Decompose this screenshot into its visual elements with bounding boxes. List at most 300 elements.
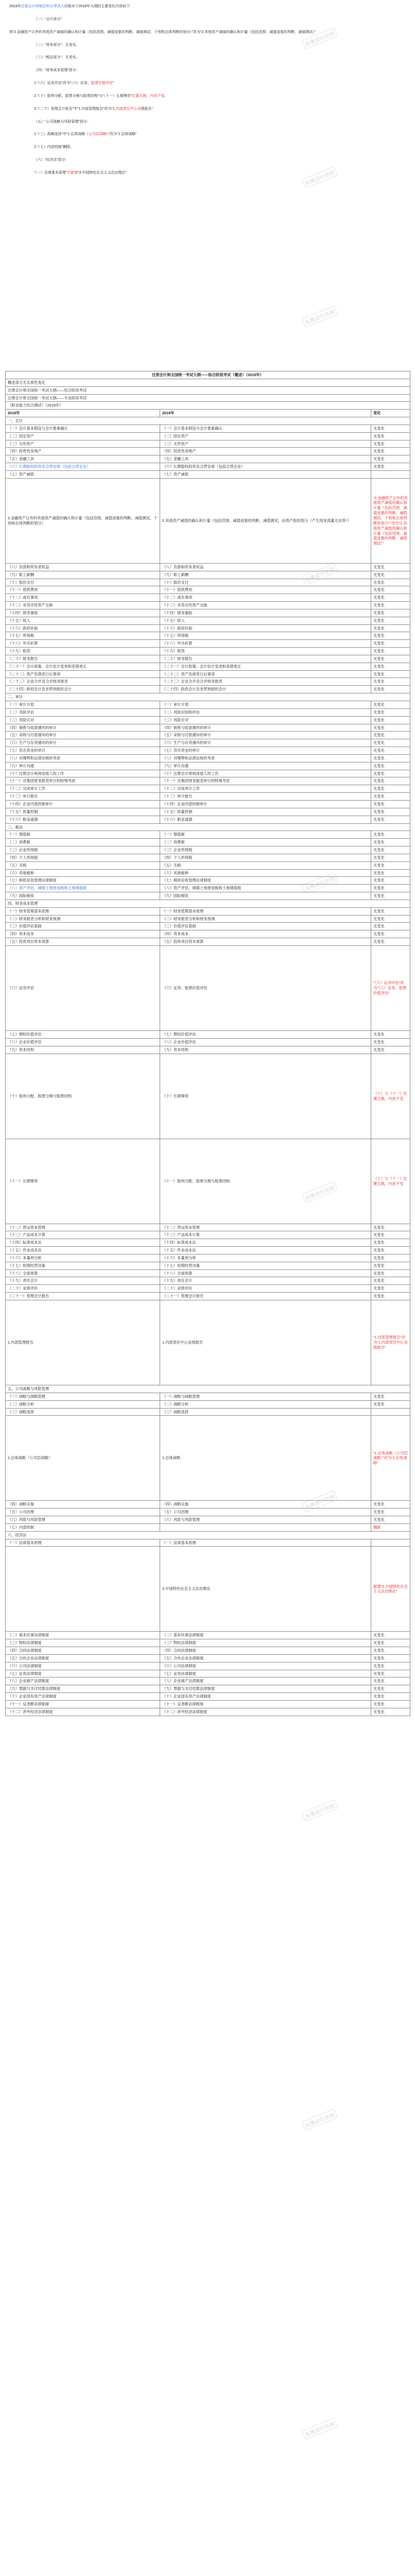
cell-2019: （一）战略与战略管理: [160, 1393, 371, 1400]
cell-2018: （二十）财务报告: [6, 655, 160, 663]
cell-2019: （四）销售与收款循环的审计: [160, 724, 371, 732]
cell-change: 无变化: [371, 854, 410, 861]
cell-2018: （十三）产品成本计算: [6, 1231, 160, 1239]
cell-2018: （十一）长期筹资: [6, 1139, 160, 1224]
cell-2018: （九）审计沟通: [6, 762, 160, 770]
cell-2018: （十五）收入: [6, 617, 160, 624]
cell-2019: （十一）反垄断法律制度: [160, 1701, 371, 1708]
cell-2019: （十四）标准成本法: [160, 1239, 371, 1247]
table-row: [6, 1224, 410, 1231]
table-row: [6, 463, 410, 471]
cell-2019: （四）投资性房地产: [160, 448, 371, 455]
cell-2018: （二）基本民事法律制度: [6, 1632, 160, 1639]
cell-2018: （五）投资项目资本预算: [6, 938, 160, 946]
column-header-change: 变化: [371, 410, 410, 417]
intro-paragraph: [9, 17, 406, 23]
table-row: [6, 1285, 410, 1293]
cell-change: 无变化: [371, 1254, 410, 1262]
cell-change: 无变化: [371, 861, 410, 869]
cell-change: 无变化: [371, 839, 410, 846]
cell-2018: 2.金融资产以外的其他资产减值的确认和计量（包括范围、减值迹象的判断、减值测试，个别和总体判断的划分）: [6, 478, 160, 563]
intro-text: 股票价值评估: [91, 81, 113, 86]
table-heading-2: 注册会计师全国统一考试大纲——综合阶段考试: [6, 386, 410, 394]
cell-change: 无变化: [371, 670, 410, 678]
cell-2019: （十二）完成审计工作: [160, 785, 371, 793]
cell-change: 无变化: [371, 1708, 410, 1716]
cell-change: 无变化: [371, 816, 410, 823]
cell-change: 无变化: [371, 609, 410, 617]
cell-change: [371, 470, 410, 478]
cell-change: 无变化: [371, 708, 410, 716]
cell-2019: （一）财务管理基本原理: [160, 907, 371, 915]
table-row: [6, 648, 410, 655]
cell-2018: （十七）短期经营决策: [6, 1262, 160, 1269]
table-row: [6, 816, 410, 823]
table-row: [6, 846, 410, 854]
cell-2019: （十五）质量控制: [160, 808, 371, 816]
cell-2019: （八）对舞弊和法律法规的考虑: [160, 754, 371, 762]
cell-2019: （二十）业绩评价: [160, 1285, 371, 1293]
cell-2019: （八）资产评估、城镇土地使用税和土地增值税: [160, 885, 371, 892]
cell-2019: （二）战略分析: [160, 1400, 371, 1408]
cell-change: 无变化: [371, 1693, 410, 1701]
table-row: [6, 1408, 410, 1416]
table-row: [6, 563, 410, 571]
cell-change: 无变化: [371, 640, 410, 648]
cell-2019: （二）消费税: [160, 839, 371, 846]
table-row: [6, 1654, 410, 1662]
cell-2018: （一）财务管理基本原理: [6, 907, 160, 915]
cell-2019: （十八）外币折算: [160, 640, 371, 648]
cell-2019: （十）注册会计师利用他人的工作: [160, 770, 371, 777]
cell-2019: （十五）收入: [160, 617, 371, 624]
intro-text: （三）“税法部分”：无变化。: [34, 56, 80, 60]
cell-change: [371, 1539, 410, 1547]
cell-2018: （十二）营运资本管理: [6, 1224, 160, 1231]
cell-2019: （二十一）会计政策、会计估计变更和差错更正: [160, 663, 371, 670]
cell-change: 无变化: [371, 1031, 410, 1039]
cell-change: 无变化: [371, 425, 410, 432]
cell-2019: 1.内部责任中心业绩报告: [160, 1300, 371, 1385]
cell-change: 无变化: [371, 915, 410, 923]
column-header-2018: 2018年: [6, 410, 160, 417]
cell-2018: 1.内部管理报告: [6, 1300, 160, 1385]
cell-2019: （十一）股利分配、股票分割与股票回购: [160, 1139, 371, 1224]
intro-paragraph: [9, 94, 406, 99]
cell-2019: （十四）债务重组: [160, 609, 371, 617]
cell-2019: （九）票据与支付结算法律制度: [160, 1685, 371, 1693]
watermark: [302, 1795, 352, 1832]
cell-2019: （一）审计计划: [160, 701, 371, 709]
table-row: [6, 1501, 410, 1509]
cell-change: 无变化: [371, 648, 410, 655]
watermark-text: 东奥会计在线: [302, 1490, 338, 1513]
section-heading: 四、财务成本管理: [6, 900, 410, 907]
cell-2019: 2.其他资产减值的确认和计量（包括范围、减值迹象的判断、减值测试，由资产组的划分（产生现金流量方法等））: [160, 478, 371, 563]
cell-2019: （十）长期筹资: [160, 1054, 371, 1139]
cell-2019: （九）职工薪酬: [160, 571, 371, 579]
cell-2019: （七）证券法律制度: [160, 1670, 371, 1677]
table-row: [6, 739, 410, 747]
table-row: [6, 1523, 410, 1531]
table-row: [6, 1547, 410, 1632]
cell-change: 无变化: [371, 1654, 410, 1662]
intro-text: “3.中国特色社会主义法治理论”: [78, 171, 127, 175]
intro-paragraph: [9, 120, 406, 125]
intro-paragraph: [9, 171, 406, 176]
cell-2019: （一）法律基本原理: [160, 1539, 371, 1547]
cell-2018: （十四）标准成本法: [6, 1239, 160, 1247]
cell-change: 无变化: [371, 923, 410, 930]
table-row: [6, 1031, 410, 1039]
cell-2018: （十）注册会计师利用他人的工作: [6, 770, 160, 777]
cell-change: 无变化: [371, 663, 410, 670]
cell-2019: （一）增值税: [160, 831, 371, 839]
cell-change: 无变化: [371, 432, 410, 440]
cell-change: [371, 1408, 410, 1416]
intro-text: （五）“公司战略与风险管理”部分：: [34, 120, 91, 124]
table-row: [6, 1393, 410, 1400]
table-row: [6, 732, 410, 739]
cell-2018: （八）资产评估、城镇土地使用税和土地增值税: [6, 885, 160, 892]
cell-change: 无变化: [371, 463, 410, 471]
table-heading-row-4: [6, 402, 410, 410]
cell-2018: （六）其他税种: [6, 869, 160, 877]
cell-2019: （四）合同法律制度: [160, 1647, 371, 1655]
cell-2018: （二）财务报表分析和财务预测: [6, 915, 160, 923]
cell-2019: （九）资本结构: [160, 1046, 371, 1054]
cell-change: 无变化: [371, 571, 410, 579]
table-row: [6, 571, 410, 579]
table-row: [6, 594, 410, 602]
cell-2019: （十五）作业成本法: [160, 1247, 371, 1255]
table-row: [6, 1693, 410, 1701]
intro-text: 绩报告”: [141, 107, 153, 111]
cell-2018: （五）关税: [6, 861, 160, 869]
cell-change: 无变化: [371, 747, 410, 755]
cell-change: 无变化: [371, 1677, 410, 1685]
cell-2019: （七）货币资金的审计: [160, 747, 371, 755]
cell-2018: （二）固定资产: [6, 432, 160, 440]
table-row: [6, 724, 410, 732]
cell-2019: （十九）责任会计: [160, 1277, 371, 1285]
cell-2018: （十六）本量利分析: [6, 1254, 160, 1262]
cell-2019: （十八）全面预算: [160, 1269, 371, 1277]
cell-change: 无变化: [371, 586, 410, 594]
cell-2019: （十四）企业内部控制审计: [160, 800, 371, 808]
table-row: [6, 1239, 410, 1247]
watermark-text: 东奥会计在线: [302, 2418, 338, 2440]
intro-text: （二）“财务部分”：无变化。: [34, 43, 80, 47]
table-row: [6, 686, 410, 693]
intro-text: “（一）法律基本原理”: [34, 171, 67, 175]
cell-2019: （十三）非货币性资产交换: [160, 602, 371, 609]
table-row: [6, 777, 410, 785]
cell-change: 无变化: [371, 1662, 410, 1670]
intro-text: 将“2.金融资产以外的其他资产减值的确认和计量（包括范围、减值迹象的判断、减值测试，个别和总体判断的划分）”改为“2.其他资产减值的确认和计量（包括范围、减值迹象的判断、减值测试）”: [9, 30, 316, 34]
cell-2018: （一）增值税: [6, 831, 160, 839]
cell-2018: （十三）审计报告: [6, 793, 160, 801]
cell-2019: （三）物权法律制度: [160, 1639, 371, 1647]
intro-text: （一）“会计部分”: [34, 17, 62, 21]
cell-change: 无变化: [371, 455, 410, 463]
cell-change: 无变化: [371, 877, 410, 885]
table-row: [6, 946, 410, 1031]
cell-2019: （四）资本成本: [160, 930, 371, 938]
intro-text: 位置互换，内容不变: [132, 94, 165, 98]
table-row: [6, 770, 410, 777]
cell-change: 无变化: [371, 563, 410, 571]
cell-2018: （十二）涉外经济法律制度: [6, 1708, 160, 1716]
table-row: [6, 663, 410, 670]
table-row: [6, 670, 410, 678]
section-row: [6, 417, 410, 425]
cell-2019: （五）金融工具: [160, 455, 371, 463]
cell-2018: （十五）质量控制: [6, 808, 160, 816]
cell-2018: （一）会计基本假设与会计要素确认: [6, 425, 160, 432]
table-row: [6, 609, 410, 617]
table-row: [6, 1231, 410, 1239]
cell-2018: （三）战略选择: [6, 1408, 160, 1416]
cell-2019: （六）生产与存货循环的审计: [160, 739, 371, 747]
table-row: [6, 640, 410, 648]
cell-2019: （四）个人所得税: [160, 854, 371, 861]
table-row: [6, 1293, 410, 1300]
intro-paragraph: [9, 158, 406, 163]
cell-2018: （二）战略分析: [6, 1400, 160, 1408]
cell-2018: （六）证券评估: [6, 946, 160, 1031]
table-row: [6, 892, 410, 900]
table-row: [6, 586, 410, 594]
cell-2019: （十）股份支付: [160, 579, 371, 586]
table-row: [6, 907, 410, 915]
cell-2019: （二十一）管理会计报告: [160, 1293, 371, 1300]
table-heading-3: 注册会计师全国统一考试大纲——专业阶段考试: [6, 394, 410, 402]
cell-2018: （九）国际税收: [6, 892, 160, 900]
table-row: [6, 861, 410, 869]
intro-paragraph: [9, 145, 406, 150]
table-row: [6, 617, 410, 624]
cell-2019: （二十四）政府会计及非营利组织会计: [160, 686, 371, 693]
cell-change: 无变化: [371, 739, 410, 747]
table-row: [6, 1632, 410, 1639]
table-row: [6, 455, 410, 463]
table-row: [6, 1416, 410, 1501]
cell-2018: （十二）完成审计工作: [6, 785, 160, 793]
intro-text: 2.“（十）股利分配、股票分割与股票回购”与“（十一）长期筹资”: [34, 94, 132, 98]
table-row: [6, 785, 410, 793]
cell-2018: （七）资产减值: [6, 470, 160, 478]
cell-2019: （五）投资项目资本预算: [160, 938, 371, 946]
cell-2019: （六）证券、股票价值评估: [160, 946, 371, 1031]
intro-text: 3.“（二十）管理会计报告”中“1.内部管理报告”改为“1.: [34, 107, 116, 111]
intro-text: （六）“经济法”部分：: [34, 158, 69, 162]
intro-paragraph: [9, 68, 406, 74]
cell-2019: （八）企业价值评估: [160, 1038, 371, 1046]
cell-2018: （九）职工薪酬: [6, 571, 160, 579]
table-row: [6, 448, 410, 455]
cell-2018: （七）税收征收管理法律制度: [6, 877, 160, 885]
intro-text: ”: [112, 81, 114, 86]
table-heading-row-2: [6, 386, 410, 394]
cell-change: （十）与（十一）位置互换，内容不变: [371, 1054, 410, 1139]
cell-2018: （二十一）管理会计报告: [6, 1293, 160, 1300]
intro-paragraph: [9, 4, 406, 10]
cell-2018: （一）法律基本原理: [6, 1539, 160, 1547]
cell-2018: （九）票据与支付结算法律制度: [6, 1685, 160, 1693]
cell-change: （十）与（十一）位置互换，内容不变: [371, 1139, 410, 1224]
cell-2018: （十一）反垄断法律制度: [6, 1701, 160, 1708]
cell-2019: （十七）所得税: [160, 632, 371, 640]
cell-2018: （四）投资性房地产: [6, 448, 160, 455]
cell-change: 无变化: [371, 1670, 410, 1677]
section-heading: 二、审计: [6, 693, 410, 701]
cell-change: 无变化: [371, 785, 410, 793]
intro-text: 考试大纲: [53, 5, 68, 8]
cell-2018: （十五）作业成本法: [6, 1247, 160, 1255]
table-heading-row-3: [6, 394, 410, 402]
section-row: [6, 823, 410, 831]
cell-2018: （十九）租赁: [6, 648, 160, 655]
watermark: [302, 2105, 352, 2141]
cell-2019: （十二）营运资本管理: [160, 1224, 371, 1231]
cell-2019: （五）公司治理: [160, 1509, 371, 1516]
cell-2019: （三）战略选择: [160, 1408, 371, 1416]
cell-change: 无变化: [371, 1231, 410, 1239]
table-row: [6, 923, 410, 930]
cell-2018: （一）审计计划: [6, 701, 160, 709]
cell-2018: （三）价值评估基础: [6, 923, 160, 930]
cell-change: 无变化: [371, 869, 410, 877]
cell-change: 新增“3.中国特色社会主义法治理论”: [371, 1547, 410, 1632]
table-row: [6, 432, 410, 440]
cell-change: 无变化: [371, 800, 410, 808]
cell-change: 无变化: [371, 793, 410, 801]
cell-change: 无变化: [371, 1262, 410, 1269]
cell-change: 无变化: [371, 624, 410, 632]
intro-text: 1.“（六）证券评估”改为“（六）证券、: [34, 81, 91, 86]
cell-2018: （二十一）会计政策、会计估计变更和差错更正: [6, 663, 160, 670]
table-subtitle: 概述部分无实质性变化: [6, 379, 410, 386]
cell-2019: （二）风险识别和评估: [160, 708, 371, 716]
table-row: [6, 915, 410, 923]
table-row: [6, 1400, 410, 1408]
table-row: [6, 885, 410, 892]
cell-2018: （五）金融工具: [6, 455, 160, 463]
watermark-text: 东奥会计在线: [302, 1800, 338, 1822]
cell-change: 无变化: [371, 579, 410, 586]
cell-change: 无变化: [371, 594, 410, 602]
cell-2018: （四）战略实施: [6, 1501, 160, 1509]
table-header-row: [6, 410, 410, 417]
cell-2018: （五）采购与付款循环的审计: [6, 732, 160, 739]
cell-2019: （九）审计沟通: [160, 762, 371, 770]
intro-text: 中新增: [67, 171, 78, 175]
cell-change: 无变化: [371, 831, 410, 839]
cell-change: 无变化: [371, 1400, 410, 1408]
cell-change: 无变化: [371, 632, 410, 640]
cell-2019: （十六）职业道德: [160, 816, 371, 823]
cell-2019: （三）企业所得税: [160, 846, 371, 854]
cell-2019: （八）企业破产法律制度: [160, 1677, 371, 1685]
cell-2019: （二）固定资产: [160, 432, 371, 440]
cell-2019: （十）企业国有资产法律制度: [160, 1693, 371, 1701]
cell-2019: （七）资产减值: [160, 470, 371, 478]
cell-change: 无变化: [371, 1632, 410, 1639]
cell-2019: （十六）政府补助: [160, 624, 371, 632]
cell-change: 无变化: [371, 686, 410, 693]
cell-change: 无变化: [371, 907, 410, 915]
syllabus-comparison-table: [5, 371, 410, 1716]
cell-2018: （六）长期股权投资及合营安排（包括合营企业）: [6, 463, 160, 471]
table-row: [6, 1708, 410, 1716]
intro-text: 1.“（三）战略选择”中“1.总体战略（: [34, 132, 89, 137]
cell-2019: （十九）租赁: [160, 648, 371, 655]
cell-change: 无变化: [371, 1277, 410, 1285]
cell-change: 无变化: [371, 1269, 410, 1277]
table-row: [6, 579, 410, 586]
cell-change: 无变化: [371, 1516, 410, 1524]
column-header-2019: 2019年: [160, 410, 371, 417]
table-row: [6, 1509, 410, 1516]
cell-2018: （十八）外币折算: [6, 640, 160, 648]
cell-2019: （九）国际税收: [160, 892, 371, 900]
cell-2019: （八）负债和所有者权益: [160, 563, 371, 571]
cell-2018: （六）风险与风险管理: [6, 1516, 160, 1524]
cell-2019: （十二）或有事项: [160, 594, 371, 602]
table-row: [6, 1539, 410, 1547]
cell-change: 无变化: [371, 892, 410, 900]
table-row: [6, 877, 410, 885]
cell-change: 无变化: [371, 777, 410, 785]
table-row: [6, 1247, 410, 1255]
cell-2018: （十六）职业道德: [6, 816, 160, 823]
table-subtitle-row: [6, 379, 410, 386]
table-row: [6, 478, 410, 563]
table-row: [6, 1300, 410, 1385]
cell-2018: （六）生产与存货循环的审计: [6, 739, 160, 747]
table-row: [6, 624, 410, 632]
table-title-row: [6, 371, 410, 379]
cell-change: 无变化: [371, 655, 410, 663]
cell-2019: （三）无形资产: [160, 440, 371, 448]
cell-2018: （七）证券法律制度: [6, 1670, 160, 1677]
cell-change: 无变化: [371, 1224, 410, 1231]
cell-change: 无变化: [371, 1647, 410, 1655]
table-row: [6, 1647, 410, 1655]
intro-text: 相对于2018年大纲的主要变化内容如下：: [67, 5, 134, 8]
cell-2019: 1.总体战略: [160, 1416, 371, 1501]
cell-change: 删除: [371, 1523, 410, 1531]
cell-2019: （二十二）资产负债表日后事项: [160, 670, 371, 678]
cell-change: “（六）证券评估”改为“（六）证券、股票价值评估”: [371, 946, 410, 1031]
cell-2019: （一）会计基本假设与会计要素确认: [160, 425, 371, 432]
cell-change: 无变化: [371, 732, 410, 739]
cell-2019: （十三）产品成本计算: [160, 1231, 371, 1239]
watermark-text: 东奥会计在线: [302, 1181, 338, 1204]
cell-2019: （七）税收征收管理法律制度: [160, 877, 371, 885]
section-heading: 五、公司战略与风险管理: [6, 1385, 410, 1393]
table-row: [6, 793, 410, 801]
cell-change: 无变化: [371, 602, 410, 609]
cell-2019: （六）公司法律制度: [160, 1662, 371, 1670]
intro-paragraph: [9, 55, 406, 61]
section-heading: 三、税法: [6, 823, 410, 831]
watermark-text: 东奥会计在线: [302, 563, 338, 585]
cell-2018: 1.总体战略（公司层战略）: [6, 1416, 160, 1501]
cell-2019: （五）合伙企业法律制度: [160, 1654, 371, 1662]
cell-2018: （三）风险应对: [6, 716, 160, 724]
